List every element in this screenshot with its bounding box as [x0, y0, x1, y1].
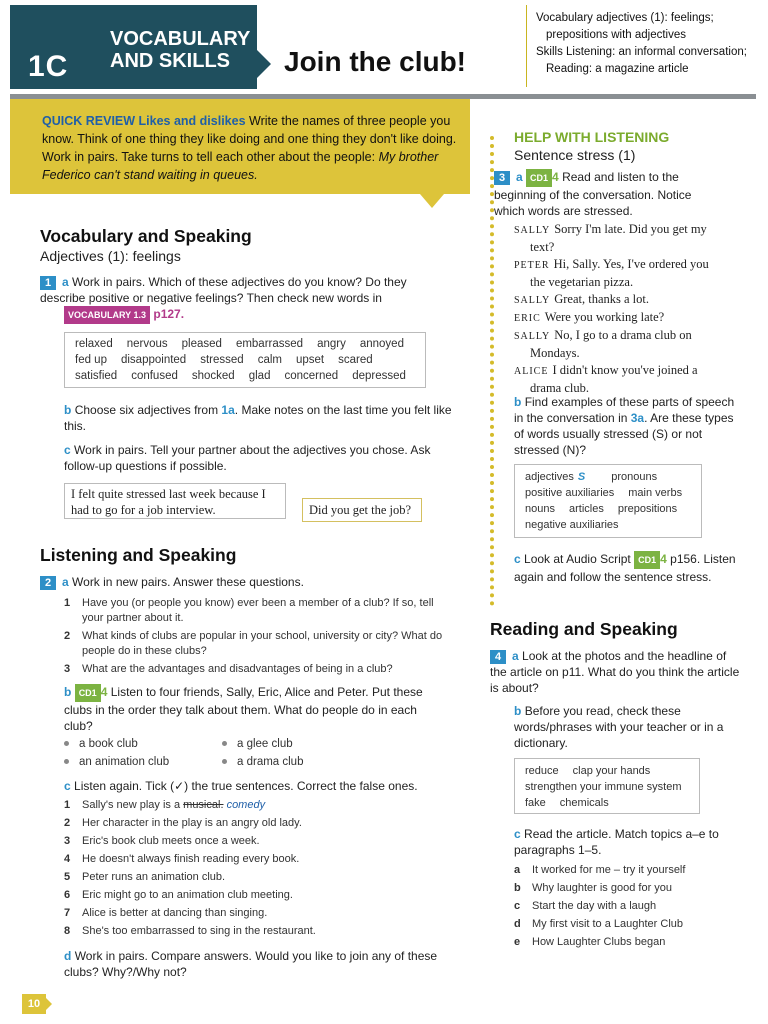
- adjective-word-box: [64, 332, 426, 388]
- word: fake: [525, 797, 546, 809]
- script-line-cont: drama club.: [530, 381, 590, 395]
- script-line: [514, 221, 744, 239]
- item-letter: e: [514, 936, 521, 948]
- page-title: Join the club!: [284, 46, 466, 77]
- word: negative auxiliaries: [525, 519, 619, 531]
- exercise-text: Work in new pairs. Answer these questions.: [72, 575, 304, 589]
- audio-cd-badge[interactable]: CD1: [75, 684, 101, 702]
- exercise-text: Before you read, check these words/phrases with your teacher or in a dictionary.: [514, 704, 724, 750]
- item-number: 1: [64, 799, 71, 811]
- exercise-number: 3: [494, 171, 510, 185]
- word: reduce: [525, 765, 559, 777]
- quick-review-notch: [420, 194, 444, 208]
- speech-bubble: I felt quite stressed last week because I had to go for a job interview.: [64, 483, 286, 519]
- word-row: [525, 517, 701, 533]
- speaker-name: SALLY: [514, 331, 551, 342]
- club-name: a book club: [79, 738, 138, 750]
- word: concerned: [284, 370, 339, 382]
- answer-letter: S: [577, 471, 586, 483]
- script-line: [514, 291, 744, 309]
- true-false-list: [64, 798, 444, 939]
- item-text: Alice is better at dancing than singing.: [82, 907, 268, 919]
- speaker-name: ERIC: [514, 313, 541, 324]
- item-number: 1: [64, 597, 71, 609]
- club-option: [64, 756, 169, 768]
- word: depressed: [352, 370, 406, 382]
- word: angry: [317, 338, 346, 350]
- item-text: Peter runs an animation club.: [82, 871, 226, 883]
- exercise-4b: [514, 703, 734, 751]
- list-item: [514, 917, 744, 932]
- item-letter: c: [514, 900, 521, 912]
- word: main verbs: [628, 487, 683, 499]
- exercise-1a: [40, 274, 452, 324]
- correction-text: comedy: [226, 799, 266, 811]
- word-row: [525, 501, 701, 517]
- item-letter: c: [64, 779, 71, 793]
- script-line: [514, 327, 744, 345]
- word: relaxed: [75, 338, 113, 350]
- list-item: [64, 924, 444, 939]
- speech-text: Sorry I'm late. Did you get my: [554, 222, 707, 236]
- word: stressed: [200, 354, 244, 366]
- exercise-2c: [64, 778, 454, 794]
- item-text: Eric's book club meets once a week.: [82, 835, 260, 847]
- item-letter: a: [512, 649, 519, 663]
- vocabulary-tag[interactable]: VOCABULARY 1.3: [64, 306, 150, 324]
- exercise-text: Read and listen to the beginning of the conversation. Notice which words are stressed.: [494, 170, 692, 218]
- item-text: Her character in the play is an angry old lady.: [82, 817, 302, 829]
- word: calm: [257, 354, 282, 366]
- club-option: [222, 738, 293, 750]
- item-letter: b: [514, 704, 522, 718]
- item-number: 3: [64, 663, 71, 675]
- exercise-1b: [64, 402, 454, 434]
- item-text: My first visit to a Laughter Club: [532, 918, 684, 930]
- word-row: [525, 763, 699, 779]
- exercise-text: Work in pairs. Compare answers. Would you like to join any of these clubs? Why?/Why not?: [64, 949, 438, 979]
- script-line-cont: the vegetarian pizza.: [530, 275, 634, 289]
- list-item: [64, 662, 444, 677]
- item-letter: a: [62, 575, 69, 589]
- bullet-icon: [222, 741, 227, 746]
- list-item: [64, 852, 444, 867]
- exercise-text: Find examples of these parts of speech in the conversation in: [514, 395, 735, 425]
- word-row: [525, 795, 699, 811]
- list-item: [514, 935, 744, 950]
- exercise-2d: [64, 948, 454, 980]
- word: embarrassed: [235, 338, 304, 350]
- unit-name-line2: AND SKILLS: [110, 50, 230, 72]
- word: pleased: [181, 338, 222, 350]
- info-line1: Vocabulary adjectives (1): feelings;: [536, 12, 714, 24]
- item-number: 6: [64, 889, 71, 901]
- script-line: [514, 256, 744, 274]
- exercise-text: Work in pairs. Tell your partner about the adjectives you chose. Ask follow-up questions if possible.: [64, 443, 431, 473]
- item-letter: d: [514, 918, 521, 930]
- exercise-3a: [494, 169, 714, 219]
- item-letter: d: [64, 949, 72, 963]
- word: clap your hands: [572, 765, 651, 777]
- speaker-name: SALLY: [514, 225, 551, 236]
- word: strengthen your immune system: [525, 781, 682, 793]
- speech-text: No, I go to a drama club on: [554, 328, 692, 342]
- item-text: Why laughter is good for you: [532, 882, 673, 894]
- unit-code: 1C: [28, 50, 69, 83]
- word-row: [75, 352, 425, 368]
- word: satisfied: [75, 370, 118, 382]
- list-item: [514, 899, 744, 914]
- exercise-text: Work in pairs. Which of these adjectives do you know? Do they describe positive or negative feelings? Then check new words in: [40, 275, 407, 305]
- word: annoyed: [359, 338, 404, 350]
- item-number: 3: [64, 835, 71, 847]
- club-option: [222, 756, 303, 768]
- item-text: Sally's new play is a: [82, 799, 181, 811]
- item-number: 7: [64, 907, 71, 919]
- item-letter: b: [64, 685, 72, 699]
- list-item: [64, 798, 444, 813]
- word: nervous: [126, 338, 168, 350]
- item-letter: c: [64, 443, 71, 457]
- item-text: What are the advantages and disadvantages of being in a club?: [82, 663, 393, 675]
- exercise-text: Look at the photos and the headline of the article on p11. What do you think the article is about?: [490, 649, 740, 695]
- item-letter: a: [516, 170, 523, 184]
- list-item: [514, 863, 744, 878]
- item-letter: b: [514, 395, 522, 409]
- parts-of-speech-box: [514, 464, 702, 538]
- word: fed up: [75, 354, 107, 366]
- audio-track-number: 4: [100, 685, 108, 699]
- banner-arrow-icon: [257, 50, 271, 78]
- exercise-number: 1: [40, 276, 56, 290]
- exercise-text: Read the article. Match topics a–e to paragraphs 1–5.: [514, 827, 719, 857]
- word: disappointed: [120, 354, 187, 366]
- exercise-4c: [514, 826, 740, 858]
- list-item: [514, 881, 744, 896]
- reading-speaking-heading: Reading and Speaking: [490, 619, 678, 639]
- audio-cd-badge[interactable]: CD1: [526, 169, 552, 187]
- quick-review-label: QUICK REVIEW Likes and dislikes: [42, 114, 246, 128]
- list-item: [64, 596, 444, 626]
- item-text: It worked for me – try it yourself: [532, 864, 686, 876]
- exercise-text: Listen again. Tick (✓) the true sentences. Correct the false ones.: [74, 779, 418, 793]
- word: positive auxiliaries: [525, 487, 615, 499]
- club-option: [64, 738, 138, 750]
- speech-text: Were you working late?: [544, 310, 665, 324]
- exercise-text: Listen to four friends, Sally, Eric, Alice and Peter. Put these clubs in the order they talk about them. What do people do in each club?: [64, 685, 423, 733]
- audio-track-number: 4: [552, 170, 559, 184]
- script-line: [514, 309, 744, 327]
- speech-text: Hi, Sally. Yes, I've ordered you: [553, 257, 709, 271]
- word: articles: [568, 503, 604, 515]
- exercise-1c: [64, 442, 454, 474]
- speech-text: Great, thanks a lot.: [554, 292, 649, 306]
- page-number: 10: [22, 994, 46, 1014]
- help-with-listening-title: HELP WITH LISTENING: [514, 129, 670, 145]
- word-row: [525, 469, 701, 485]
- item-text: He doesn't always finish reading every book.: [82, 853, 300, 865]
- item-text: Have you (or people you know) ever been a member of a club? If so, tell your partner about it.: [82, 597, 434, 624]
- info-line3: Skills Listening: an informal conversation;: [536, 46, 747, 58]
- exercise-number: 4: [490, 650, 506, 664]
- item-letter: c: [514, 827, 521, 841]
- exercise-reference: 1a: [221, 403, 235, 417]
- exercise-text: p156. Listen again and follow the sentence stress.: [514, 552, 736, 584]
- list-item: [64, 834, 444, 849]
- exercise-4a: [490, 648, 740, 696]
- exercise-text: . Are these types of words usually stressed (S) or not stressed (N)?: [514, 411, 734, 457]
- list-item: [64, 629, 444, 659]
- quick-review-example: My brother Federico can't stand waiting in queues.: [42, 150, 439, 182]
- speech-text: I didn't know you've joined a: [552, 363, 698, 377]
- exercise-text: Choose six adjectives from: [74, 403, 219, 417]
- item-text: She's too embarrassed to sing in the restaurant.: [82, 925, 316, 937]
- word: pronouns: [611, 471, 658, 483]
- word: nouns: [525, 503, 555, 515]
- item-letter: b: [514, 882, 521, 894]
- item-number: 5: [64, 871, 71, 883]
- list-item: [64, 906, 444, 921]
- help-with-listening-subtitle: Sentence stress (1): [514, 147, 636, 163]
- word-row: [75, 368, 425, 384]
- vocab-speaking-subheading: Adjectives (1): feelings: [40, 248, 181, 264]
- script-line: [514, 362, 744, 380]
- list-item: [64, 888, 444, 903]
- listening-speaking-heading: Listening and Speaking: [40, 545, 237, 565]
- word: shocked: [191, 370, 235, 382]
- exercise-number: 2: [40, 576, 56, 590]
- item-text: Start the day with a laugh: [532, 900, 657, 912]
- word-row: [525, 485, 701, 501]
- word: chemicals: [559, 797, 609, 809]
- topic-list: [514, 863, 744, 950]
- exercise-text: Look at Audio Script: [524, 552, 631, 566]
- exercise-text: . Make notes on the last time you felt like this.: [64, 403, 452, 433]
- question-list: [64, 596, 444, 677]
- list-item: [64, 816, 444, 831]
- club-name: a glee club: [237, 738, 293, 750]
- exercise-2b: [64, 684, 444, 734]
- item-text: How Laughter Clubs began: [532, 936, 666, 948]
- bullet-icon: [64, 741, 69, 746]
- exercise-reference: 3a: [630, 411, 645, 425]
- audio-cd-badge[interactable]: CD1: [634, 551, 660, 569]
- script-line-cont: Mondays.: [530, 346, 580, 360]
- word: confused: [131, 370, 178, 382]
- conversation-script: [514, 221, 744, 397]
- item-letter: b: [64, 403, 72, 417]
- bullet-icon: [222, 759, 227, 764]
- word: upset: [295, 354, 325, 366]
- unit-info: [536, 10, 762, 78]
- info-line4: Reading: a magazine article: [546, 63, 689, 75]
- club-name: an animation club: [79, 756, 170, 768]
- item-number: 8: [64, 925, 71, 937]
- bullet-icon: [64, 759, 69, 764]
- speech-bubble-reply: Did you get the job?: [302, 498, 422, 522]
- item-number: 2: [64, 630, 71, 642]
- exercise-3b: [514, 394, 740, 458]
- item-text: What kinds of clubs are popular in your school, university or city? What do people do in these clubs?: [82, 630, 443, 657]
- header-divider: [526, 5, 527, 87]
- struck-word: musical.: [183, 799, 224, 811]
- item-text: Eric might go to an animation club meeting.: [82, 889, 293, 901]
- vocabulary-check-box: [514, 758, 700, 814]
- quick-review-instructions: Write the names of three people you know. Think of one thing they like doing and one thing they don't like doing. Work in pairs. Take turns to tell each other about the people:: [42, 114, 457, 164]
- vocab-speaking-heading: Vocabulary and Speaking: [40, 226, 252, 246]
- word: glad: [248, 370, 271, 382]
- speaker-name: ALICE: [514, 366, 549, 377]
- page-number-arrow-icon: [46, 998, 52, 1010]
- word-row: [525, 779, 699, 795]
- unit-name-line1: VOCABULARY: [110, 28, 251, 50]
- speaker-name: SALLY: [514, 295, 551, 306]
- word: prepositions: [617, 503, 678, 515]
- item-number: 2: [64, 817, 71, 829]
- word-row: [75, 336, 425, 352]
- audio-track-number: 4: [660, 552, 667, 566]
- page-reference[interactable]: p127.: [153, 307, 185, 321]
- speaker-name: PETER: [514, 260, 550, 271]
- list-item: [64, 870, 444, 885]
- item-letter: c: [514, 552, 521, 566]
- exercise-3c: [514, 551, 740, 585]
- quick-review-text: [42, 112, 462, 184]
- word: scared: [338, 354, 373, 366]
- item-letter: a: [514, 864, 521, 876]
- info-line2: prepositions with adjectives: [546, 29, 686, 41]
- script-line-cont: text?: [530, 240, 555, 254]
- club-name: a drama club: [237, 756, 304, 768]
- item-number: 4: [64, 853, 71, 865]
- word: adjectives: [525, 471, 574, 483]
- exercise-2a: [40, 574, 452, 590]
- item-letter: a: [62, 275, 69, 289]
